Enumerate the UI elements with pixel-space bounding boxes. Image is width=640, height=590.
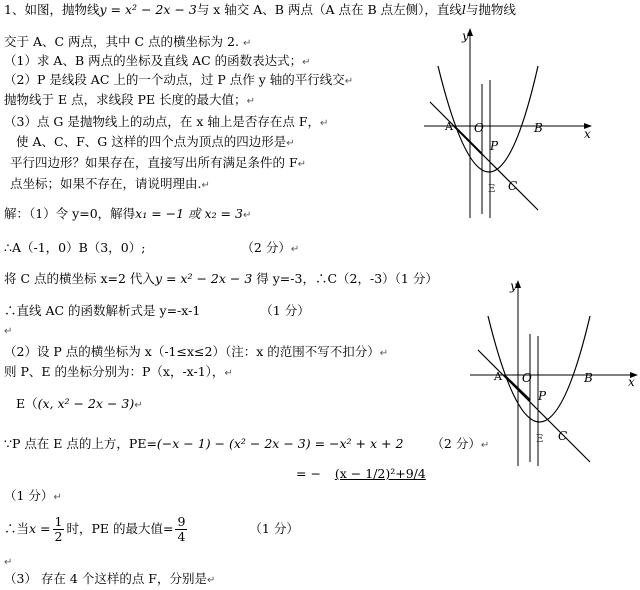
solution-line-8 [4, 436, 489, 454]
paragraph-mark: ↵ [242, 38, 252, 49]
paragraph-mark: ↵ [286, 138, 295, 149]
solution-text: = − [296, 466, 325, 481]
paragraph-mark: ↵ [246, 96, 255, 107]
blank-line [4, 322, 12, 340]
score-note: （2 分） [431, 436, 481, 451]
parabola-equation: y = x² − 2x − 3 [154, 271, 253, 286]
paragraph-mark: ↵ [302, 57, 311, 68]
paragraph-mark: ↵ [379, 348, 389, 359]
parabola-equation: y = x² − 2x − 3 [99, 2, 197, 17]
solution-line-9 [296, 466, 426, 482]
solution-text: 将 C 点的横坐标 x=2 代入 [4, 271, 155, 286]
label-c: C [558, 429, 568, 443]
question-1 [4, 53, 311, 71]
fraction-numerator: 1 [54, 514, 63, 529]
question-3a [4, 114, 328, 132]
paragraph-mark: ↵ [53, 492, 62, 503]
solution-line-3 [4, 271, 438, 287]
solution-text: 解：（1）令 y=0，解得 [4, 206, 136, 221]
label-o: O [522, 371, 532, 385]
paragraph-mark: ↵ [201, 180, 210, 191]
score-note: （1 分） [4, 488, 54, 503]
parabola-figure-top [420, 26, 600, 222]
label-x: x [584, 127, 591, 141]
label-b: B [534, 121, 543, 135]
paragraph-mark: ↵ [224, 368, 233, 379]
label-o: O [474, 121, 484, 135]
label-y: y [462, 29, 469, 43]
solution-line-1 [4, 206, 251, 224]
label-a: A [494, 370, 502, 383]
roots-equation: x₁ = −1 或 x₂ = 3 [135, 206, 243, 221]
problem-text: 交于 A、C 两点，其中 C 点的横坐标为 2. [4, 34, 239, 49]
solution-text: （2）设 P 点的横坐标为 x（-1≤x≤2）（注：x 的范围不写不扣分） [4, 344, 380, 359]
solution-text: ∴直线 AC 的函数解析式是 y=-x-1 [4, 303, 201, 318]
paragraph-mark: ↵ [290, 244, 300, 255]
question-text: 使 A、C、F、G 这样的四个点为顶点的四边形是 [16, 134, 287, 149]
question-text: 平行四边形？如果存在，直接写出所有满足条件的 F [10, 155, 298, 170]
label-e: E [536, 434, 544, 445]
fraction-numerator: 9 [177, 514, 186, 529]
paragraph-mark: ↵ [4, 557, 13, 568]
x-variable: x = [29, 521, 51, 536]
solution-line-12 [4, 571, 215, 589]
blank-line [4, 553, 12, 571]
solution-text: （3） 存在 4 个这样的点 F，分别是 [4, 571, 207, 586]
label-x: x [628, 375, 635, 389]
solution-text: ∴A（-1，0）B（3，0）; [4, 240, 146, 255]
label-c: C [508, 179, 518, 193]
pe-expression: (−x − 1) − (x² − 2x − 3) = −x² + x + 2 [156, 436, 404, 451]
point-e-coordinates: (x, x² − 2x − 3) [37, 396, 135, 411]
paragraph-mark: ↵ [344, 76, 354, 87]
problem-text: 与 x 轴交 A、B 两点（A 点在 B 点左侧），直线 [196, 2, 462, 17]
solution-line-5 [4, 344, 388, 362]
line-ac [430, 102, 538, 210]
parabola-curve [488, 316, 590, 422]
paragraph-mark: ↵ [134, 400, 143, 411]
parabola-figure-bottom [466, 274, 640, 470]
question-3d [10, 176, 210, 194]
paragraph-mark: ↵ [4, 326, 13, 337]
line-ac [478, 350, 590, 462]
question-text: （1）求 A、B 两点的坐标及直线 AC 的函数表达式； [4, 53, 303, 68]
completed-square: (x − 1/2)²+9/4 [334, 466, 426, 481]
score-note: （2 分） [241, 240, 291, 255]
parabola-curve [438, 66, 538, 172]
label-e: E [488, 184, 496, 195]
fraction-denominator: 4 [177, 529, 186, 544]
solution-line-10 [4, 488, 62, 506]
solution-line-7 [16, 396, 143, 414]
question-text: （2）P 是线段 AC 上的一个动点，过 P 点作 y 轴的平行线交 [4, 72, 345, 87]
paragraph-mark: ↵ [206, 575, 216, 586]
fraction-half [53, 515, 65, 544]
problem-text: 1、如图，抛物线 [4, 2, 100, 17]
solution-line-6 [4, 364, 233, 382]
question-3c [10, 155, 306, 173]
question-text: 点坐标；如果不存在，请说明理由. [10, 176, 202, 191]
paragraph-mark: ↵ [480, 440, 490, 451]
label-p: P [490, 139, 499, 153]
fraction-denominator: 2 [54, 529, 63, 544]
question-text: （3）点 G 是抛物线上的动点，在 x 轴上是否存在点 F， [4, 114, 321, 129]
solution-line-2 [4, 240, 299, 258]
score-note: （1 分） [249, 521, 299, 536]
paragraph-mark: ↵ [297, 159, 307, 170]
solution-text: ∴当 [4, 521, 30, 536]
question-3b [16, 134, 295, 152]
fraction-nine-quarters [175, 515, 187, 544]
problem-line-2 [4, 34, 251, 52]
solution-text: E（ [16, 396, 38, 411]
solution-line-4 [4, 303, 310, 319]
line-l-symbol: l [461, 2, 466, 17]
question-2a [4, 72, 353, 90]
question-2b [4, 92, 255, 110]
paragraph-mark: ↵ [242, 210, 252, 221]
solution-text: 得 y=-3，∴C（2，-3）（1 分） [256, 271, 438, 286]
label-a: A [445, 120, 453, 133]
paragraph-mark: ↵ [320, 118, 329, 129]
solution-text: 则 P、E 的坐标分别为：P（x，-x-1）， [4, 364, 225, 379]
solution-line-11 [4, 512, 299, 546]
problem-line-1 [4, 2, 516, 18]
problem-text: 与抛物线 [465, 2, 516, 17]
solution-text: 时，PE 的最大值= [66, 521, 174, 536]
label-y: y [510, 279, 517, 293]
question-text: 抛物线于 E 点，求线段 PE 长度的最大值； [4, 92, 247, 107]
score-note: （1 分） [260, 303, 310, 318]
label-p: P [538, 389, 547, 403]
solution-text: ∵P 点在 E 点的上方，PE= [4, 436, 157, 451]
label-b: B [584, 371, 593, 385]
